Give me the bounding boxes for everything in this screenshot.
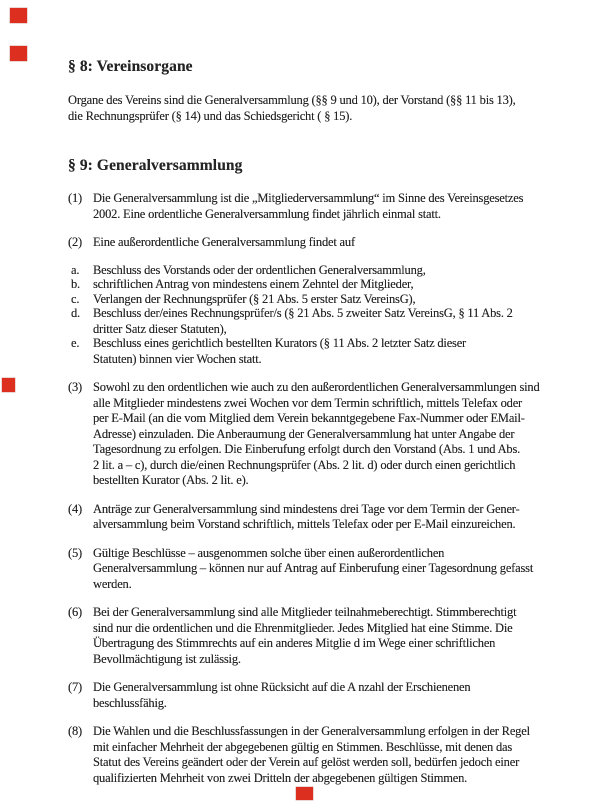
text-line: Übertragung des Stimmrechts auf ein anderes Mitglie d im Wege einer schriftlichen xyxy=(93,636,496,650)
text-line: Die Wahlen und die Beschlussfassungen in der Generalversammlung erfolgen in der Regel xyxy=(93,724,530,738)
numbered-paragraph xyxy=(68,724,568,786)
text-line: mit einfacher Mehrheit der abgegebenen gültig en Stimmen. Beschlüsse, mit denen das xyxy=(93,739,513,754)
text-line: Tagesordnung zu erfolgen. Die Einberufung erfolgt durch den Vorstand (Abs. 1 und Abs. xyxy=(93,442,521,456)
numbered-paragraph xyxy=(68,680,568,711)
text-line: alversammlung beim Vorstand schriftlich, mittels Telefax oder per E-Mail einzureichen. xyxy=(93,517,516,531)
paragraph-marker: (1) xyxy=(68,191,82,205)
text-line: alle Mitglieder mindestens zwei Wochen vor dem Termin schriftlich, mittels Telefax oder xyxy=(93,395,523,410)
list-item xyxy=(68,263,568,279)
list-item xyxy=(68,306,568,337)
paragraph-text xyxy=(68,93,568,124)
text-line: Sowohl zu den ordentlichen wie auch zu den außerordentlichen Generalversammlungen sind xyxy=(93,380,540,394)
text-line: werden. xyxy=(93,576,132,591)
numbered-paragraph xyxy=(68,502,568,533)
paragraph-marker: c. xyxy=(71,291,80,306)
numbered-paragraph xyxy=(68,546,568,593)
text-line: Adresse) einzuladen. Die Anberaumung der Generalversammlung hat unter Angabe der xyxy=(93,426,515,441)
paragraph-marker: (6) xyxy=(68,605,82,619)
text-line: Beschluss eines gerichtlich bestellten Kurators (§ 11 Abs. 2 letzter Satz dieser xyxy=(93,336,467,350)
paragraph-marker: d. xyxy=(71,306,80,320)
text-line: Statuten) binnen vier Wochen statt. xyxy=(93,351,262,366)
paragraph-text xyxy=(93,380,568,489)
red-annotation-mark xyxy=(2,378,15,392)
paragraph-text xyxy=(93,605,568,667)
text-line: Die Generalversammlung ist die „Mitgliederversammlung“ im Sinne des Vereinsgesetzes xyxy=(93,191,524,205)
paragraph-text xyxy=(93,724,568,786)
red-annotation-mark xyxy=(296,787,313,800)
paragraph-text xyxy=(93,546,568,593)
red-annotation-mark xyxy=(10,46,27,61)
paragraph-marker: (8) xyxy=(68,724,82,738)
paragraph-text xyxy=(93,306,568,337)
paragraph-text xyxy=(93,263,568,279)
paragraph-text xyxy=(93,336,568,367)
text-line: Gültige Beschlüsse – ausgenommen solche über einen außerordentlichen xyxy=(93,545,445,560)
paragraph-text xyxy=(93,680,568,711)
paragraph-marker: e. xyxy=(71,336,80,350)
numbered-paragraph xyxy=(68,191,568,222)
text-line: 2002. Eine ordentliche Generalversammlung findet jährlich einmal statt. xyxy=(93,206,441,221)
text-line: dritter Satz dieser Statuten), xyxy=(93,321,227,336)
red-annotation-mark xyxy=(10,8,27,23)
section-heading: § 9: Generalversammlung xyxy=(68,157,243,174)
text-line: Bei der Generalversammlung sind alle Mitglieder teilnahmeberechtigt. Stimmberechtigt xyxy=(93,605,517,619)
list-item xyxy=(68,292,568,308)
list-item xyxy=(68,277,568,293)
text-line: sind nur die ordentlichen und die Ehrenmitglieder. Jedes Mitglied hat eine Stimme. Die xyxy=(93,620,513,635)
paragraph-text xyxy=(93,502,568,533)
paragraph-text xyxy=(93,191,568,222)
text-line: Organe des Vereins sind die Generalversammlung (§§ 9 und 10), der Vorstand (§§ 11 bis 13), xyxy=(68,93,516,107)
paragraph-text xyxy=(93,292,568,308)
text-line: schriftlichen Antrag von mindestens einem Zehntel der Mitglieder, xyxy=(93,277,414,291)
paragraph-text xyxy=(93,235,568,251)
text-line: Beschluss des Vorstands oder der ordentlichen Generalversammlung, xyxy=(93,262,426,277)
text-line: Anträge zur Generalversammlung sind mindestens drei Tage vor dem Termin der Gener- xyxy=(93,501,520,516)
numbered-paragraph xyxy=(68,235,568,251)
paragraph xyxy=(68,93,568,124)
text-line: qualifizierten Mehrheit von zwei Dritteln der abgegebenen gültigen Stimmen. xyxy=(93,770,468,785)
text-line: die Rechnungsprüfer (§ 14) und das Schiedsgericht ( § 15). xyxy=(68,108,353,123)
text-line: Statut des Vereins geändert oder der Verein auf gelöst werden soll, bedürfen jedoch einer xyxy=(93,755,520,769)
text-line: Verlangen der Rechnungsprüfer (§ 21 Abs. 5 erster Satz VereinsG), xyxy=(93,291,416,306)
paragraph-marker: b. xyxy=(71,277,80,291)
paragraph-marker: (7) xyxy=(68,680,82,694)
text-line: per E-Mail (an die vom Mitglied dem Verein bekanntgegebene Fax-Nummer oder EMail- xyxy=(93,411,525,425)
paragraph-text xyxy=(93,277,568,293)
text-line: Eine außerordentliche Generalversammlung findet auf xyxy=(93,235,355,249)
section-heading: § 8: Vereinsorgane xyxy=(68,58,193,75)
text-line: Die Generalversammlung ist ohne Rücksicht auf die A nzahl der Erschienenen xyxy=(93,680,471,694)
text-line: 2 lit. a – c), durch die/einen Rechnungsprüfer (Abs. 2 lit. d) oder durch einen gerichtlich xyxy=(93,457,516,472)
paragraph-marker: (2) xyxy=(68,235,82,249)
paragraph-marker: a. xyxy=(71,262,80,277)
paragraph-marker: (3) xyxy=(68,380,82,394)
text-line: bestellten Kurator (Abs. 2 lit. e). xyxy=(93,473,249,487)
text-line: Generalversammlung – können nur auf Antrag auf Einberufung einer Tagesordnung gefasst xyxy=(93,561,534,575)
numbered-paragraph xyxy=(68,605,568,667)
text-line: beschlussfähig. xyxy=(93,695,167,710)
text-line: Beschluss der/eines Rechnungsprüfer/s (§ 21 Abs. 5 zweiter Satz VereinsG, § 11 Abs. 2 xyxy=(93,306,513,320)
document-content xyxy=(68,58,568,799)
list-item xyxy=(68,336,568,367)
numbered-paragraph xyxy=(68,380,568,489)
text-line: Bevollmächtigung ist zulässig. xyxy=(93,651,241,666)
paragraph-marker: (4) xyxy=(68,501,82,516)
paragraph-marker: (5) xyxy=(68,545,82,560)
